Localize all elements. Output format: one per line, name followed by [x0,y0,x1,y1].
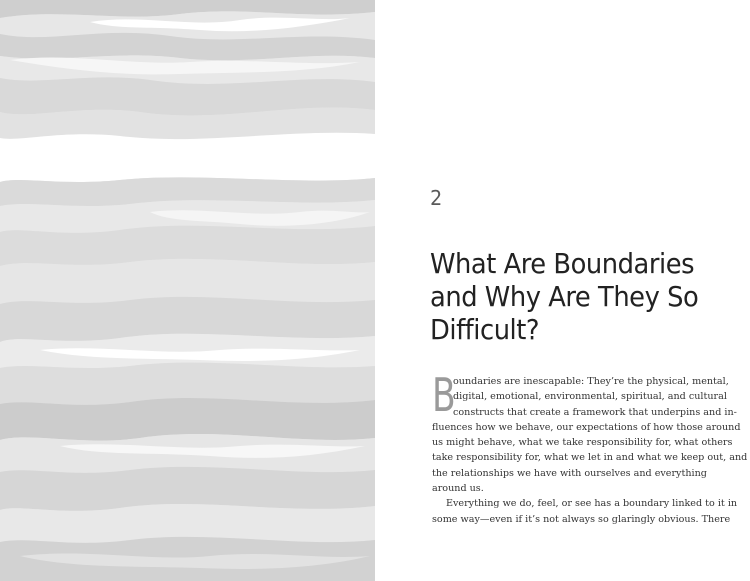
text-line: fluences how we behave, our expectations of how those around [432,421,741,433]
text-line: take responsibility for, what we let in and what we keep out, and [432,452,748,464]
text-line: the relationships we have with ourselves and everything [432,467,707,479]
text-line: constructs that create a framework that underpins and in- [453,406,737,418]
text-line: Everything we do, feel, or see has a boundary linked to it in [446,498,738,510]
chapter-title-line: What Are Boundaries [430,246,695,280]
paragraph-1 [432,368,748,496]
text-line: around us. [432,483,484,495]
chapter-title [430,247,697,346]
text-line: some way—even if it’s not always so glaringly obvious. There [432,513,731,525]
paragraph-2 [432,496,738,527]
right-page [375,0,750,581]
text-line: us might behave, what we take responsibility for, what others [432,437,733,449]
drop-cap: B [432,368,456,422]
text-line: oundaries are inescapable: They’re the physical, mental, [453,376,729,387]
text-line: digital, emotional, environmental, spiritual, and cultural [453,391,727,403]
chapter-title-line: and Why Are They So [430,279,699,313]
body-text [432,368,748,527]
chapter-number: 2 [430,186,443,210]
chapter-title-line: Difficult? [430,312,540,346]
